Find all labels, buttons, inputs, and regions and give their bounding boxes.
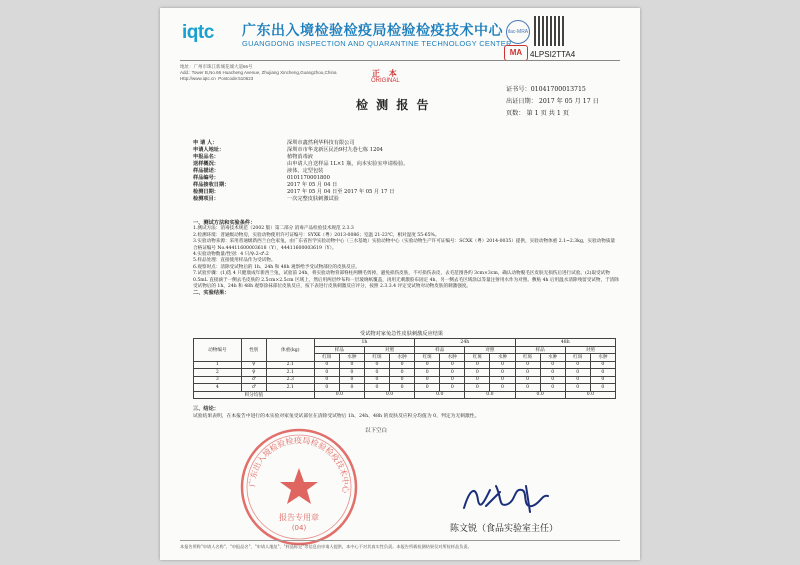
cell-score: 0 [415, 384, 440, 392]
ilac-mra-icon: ilac-MRA [506, 20, 530, 44]
col-edema: 水肿 [540, 354, 565, 362]
info-value: 植物消毒液 [287, 154, 313, 160]
applicant-info [193, 140, 408, 203]
col-erythema: 红斑 [465, 354, 490, 362]
cell-score: 0 [515, 376, 540, 384]
method-line: 5.样品处理：直接使用样品作为受试物。 [193, 258, 276, 264]
info-row [193, 182, 408, 189]
cell-score: 0 [515, 369, 540, 377]
cell-score: 0 [440, 384, 465, 392]
signer-name: 陈文锐（食品实验室主任） [450, 524, 559, 534]
cell-sex: ♀ [241, 361, 266, 369]
report-page [160, 8, 640, 560]
cell-weight: 2.1 [266, 384, 314, 392]
cell-avg: 0.0 [465, 391, 515, 399]
info-row [193, 196, 408, 203]
cell-score: 0 [565, 369, 590, 377]
cell-score: 0 [339, 376, 364, 384]
cell-score: 0 [339, 361, 364, 369]
original-stamp-cn: 正 本 [372, 69, 400, 78]
table-row [194, 376, 616, 384]
seal-ring-text: 广东出入境检验检疫局检验检疫技术中心 [247, 435, 351, 494]
cell-score: 0 [465, 361, 490, 369]
cert-number: 证书号：01041700013715 [506, 86, 586, 93]
method-heading: 一、测试方法和实验条件： [193, 220, 256, 226]
cell-weight: 2.3 [266, 376, 314, 384]
table-row [194, 361, 616, 369]
cell-score: 0 [565, 384, 590, 392]
postcode: Postcode:510623 [218, 76, 254, 81]
col-sample: 样品 [415, 346, 465, 354]
method-section [193, 220, 619, 297]
info-label: 申 请 人： [193, 140, 218, 146]
cma-code: 4LPSI2TTA4 [530, 50, 576, 59]
info-label: 样品编号： [193, 175, 219, 181]
address-cn: 地址：广州市珠江新城花城大道66号 [180, 64, 253, 69]
table-title: 受试物对家兔急性皮肤刺激反应结果 [360, 331, 444, 337]
result-heading: 二、实验结果： [193, 290, 230, 297]
cell-animal-id: 3 [194, 376, 242, 384]
address-block [180, 64, 336, 82]
info-row [193, 161, 408, 168]
seal-star-icon [280, 468, 318, 504]
cell-score: 0 [390, 384, 415, 392]
issue-date: 出证日期： 2017 年 05 月 17 日 [506, 98, 599, 105]
table-avg-row [194, 391, 616, 399]
footer-disclaimer: 本报告所称"申请人名称"、"申报品名"、"申请人地址"、"样品标记"等信息由申请人提供，本中心不对其真实性负责。本报告所载检测结果仅对所检样品负责。 [180, 544, 472, 549]
report-meta [506, 84, 599, 120]
info-row [193, 189, 408, 196]
col-control: 对照 [465, 346, 515, 354]
report-title: 检 测 报 告 [356, 98, 431, 112]
cell-score: 0 [415, 361, 440, 369]
info-value: 2017 年 05 月 04 日 [287, 182, 338, 188]
info-label: 样品描述： [193, 168, 219, 174]
cell-animal-id: 4 [194, 384, 242, 392]
address-en: Add.: Tower B,No.66 Huacheng Avenue, Zhujiang Xincheng,Guangzhou,China [180, 70, 337, 75]
conclusion-heading: 三、结论： [193, 406, 219, 412]
info-value: 深圳市鑫然利华科技有限公司 [287, 140, 355, 146]
cell-score: 0 [490, 376, 515, 384]
col-erythema: 红斑 [364, 354, 389, 362]
col-erythema: 红斑 [415, 354, 440, 362]
col-edema: 水肿 [590, 354, 615, 362]
method-line: 3.实验动物来源：采用普通级新西兰白色家兔，由广东省医学实验动物中心（三水基地）实验动物中心（实验动物生产许可证编号：SCXK（粤）2014-0035）提供，实验动物体重 2.1~2.3kg，实验动物质量合格证编号 No.44411600003618（Y），44411600003619（Y）。 [193, 239, 616, 251]
cell-score: 0 [390, 369, 415, 377]
org-name-cn: 广东出入境检验检疫局检验检疫技术中心 [242, 23, 503, 39]
cell-animal-id: 1 [194, 361, 242, 369]
col-weight: 体重(kg) [266, 339, 314, 362]
info-row [193, 154, 408, 161]
col-edema: 水肿 [390, 354, 415, 362]
cell-avg: 0.0 [515, 391, 565, 399]
seal-use-text: 报告专用章 [279, 513, 319, 522]
cma-mark-icon: MA [504, 45, 528, 61]
col-1h: 1h [314, 339, 414, 347]
cell-avg: 0.0 [314, 391, 364, 399]
org-name-en: GUANGDONG INSPECTION AND QUARANTINE TECHNOLOGY CENTER [242, 39, 512, 48]
table-row [194, 369, 616, 377]
info-label: 申报品名： [193, 154, 219, 160]
info-row [193, 175, 408, 182]
header-divider [180, 60, 620, 61]
col-edema: 水肿 [490, 354, 515, 362]
col-24h: 24h [415, 339, 515, 347]
cell-score: 0 [364, 384, 389, 392]
cell-avg: 0.0 [364, 391, 414, 399]
cell-score: 0 [390, 376, 415, 384]
cell-score: 0 [590, 361, 615, 369]
cell-score: 0 [415, 369, 440, 377]
conclusion-block [193, 406, 619, 420]
cell-score: 0 [440, 376, 465, 384]
col-erythema: 红斑 [314, 354, 339, 362]
cell-score: 0 [314, 361, 339, 369]
col-animal: 动物编号 [194, 339, 242, 362]
cell-avg: 0.0 [415, 391, 465, 399]
cell-score: 0 [490, 361, 515, 369]
cell-score: 0 [465, 384, 490, 392]
col-edema: 水肿 [440, 354, 465, 362]
cell-score: 0 [590, 384, 615, 392]
footer-divider [180, 540, 620, 541]
page-count: 页数： 第 1 页 共 1 页 [506, 110, 569, 117]
method-line: 1.测试方法：消毒技术规范（2002 版）第二部分 消毒产品检验技术规范 2.3.3 [193, 226, 354, 232]
info-row [193, 168, 408, 175]
cell-weight: 2.1 [266, 361, 314, 369]
blank-marker: 以下空白 [365, 428, 388, 434]
col-sample: 样品 [314, 346, 364, 354]
table-row [194, 384, 616, 392]
conclusion-text: 试验结果表明，在本报告中进行的本实验对家兔受试部位在清除受试物后 1h、24h、48h 的皮肤反应积分均值为 0，判定为无刺激性。 [193, 414, 480, 419]
info-value: 一次完整皮肤刺激试验 [287, 196, 339, 202]
col-edema: 水肿 [339, 354, 364, 362]
info-label: 样品接收日期： [193, 182, 230, 188]
cell-score: 0 [565, 361, 590, 369]
col-48h: 48h [515, 339, 615, 347]
method-line: 7.试验步骤：(1)选 4 只健康成年新西兰兔，试验前 24h，将实验动物背部脊柱两侧毛剪掉，避免损伤皮肤，不可损伤表皮，去毛范围各约 3cm×3cm，确认动物脱毛区皮肤无损伤后进行试验。(2)取受试物 0.5mL 直接滴于一侧去毛皮肤的 2.5cm×2.5cm 区域上，然后用两层纱布和一层玻璃纸覆盖，再用无刺激胶布固定 4h，另一侧去毛区域涂以等量注射用水作为对照。敷贴 4h 后用温水清除残留受试物，于清除受试物后的 1h、24h 和 48h 观察涂抹部位皮肤反应，按下表进行皮肤刺激反应评分，按照 2.3.3.4 评定受试物对动物皮肤的刺激强度。 [193, 271, 619, 290]
cell-score: 0 [390, 361, 415, 369]
cell-score: 0 [465, 369, 490, 377]
cell-score: 0 [364, 376, 389, 384]
cell-score: 0 [440, 369, 465, 377]
info-label: 送样概况： [193, 161, 219, 167]
info-label: 检测日期： [193, 189, 219, 195]
info-value: 由申请人自送样品 1L×1 瓶，向本实验室申请检验。 [287, 161, 409, 167]
seal-number: (04) [291, 524, 307, 532]
qr-code-icon [534, 16, 564, 46]
cell-score: 0 [465, 376, 490, 384]
official-seal-icon [238, 426, 360, 548]
cell-sex: ♂ [241, 376, 266, 384]
col-sex: 性别 [241, 339, 266, 362]
col-control: 对照 [364, 346, 414, 354]
info-value: 液体，定型包装 [287, 168, 324, 174]
cell-animal-id: 2 [194, 369, 242, 377]
cell-score: 0 [490, 384, 515, 392]
cell-score: 0 [314, 369, 339, 377]
original-stamp-en: ORIGINAL [371, 78, 400, 84]
results-table [193, 338, 616, 399]
method-line: 4.实验动物数量/性别：4 只/♀:2-♂:2 [193, 252, 269, 258]
iqtc-logo: iqtc [182, 22, 214, 43]
cell-score: 0 [515, 361, 540, 369]
col-erythema: 红斑 [515, 354, 540, 362]
cell-score: 0 [490, 369, 515, 377]
cell-score: 0 [590, 376, 615, 384]
col-control: 对照 [565, 346, 615, 354]
col-sample: 样品 [515, 346, 565, 354]
cell-avg-label: 积分均值 [194, 391, 315, 399]
cell-score: 0 [339, 384, 364, 392]
method-line: 2.检测环境：普通级动物房，实验动物使用许可证编号：SYXK（粤）2013-0086；室温 21-23℃，相对湿度 55-65%。 [193, 232, 440, 238]
cell-score: 0 [540, 376, 565, 384]
cell-score: 0 [415, 376, 440, 384]
cell-score: 0 [540, 369, 565, 377]
cell-score: 0 [515, 384, 540, 392]
cell-score: 0 [540, 361, 565, 369]
cell-score: 0 [314, 384, 339, 392]
info-label: 检测项目： [193, 196, 219, 202]
website: Http://www.iqtc.cn [180, 76, 216, 81]
cell-score: 0 [440, 361, 465, 369]
info-row [193, 147, 408, 154]
cell-score: 0 [339, 369, 364, 377]
cell-score: 0 [565, 376, 590, 384]
cell-score: 0 [590, 369, 615, 377]
cell-score: 0 [540, 384, 565, 392]
info-label: 申请人地址： [193, 147, 225, 153]
info-value: 深圳市市华龙新区民治9村九巷七栋 1204 [287, 147, 383, 153]
info-row [193, 140, 408, 147]
signature-icon [456, 478, 566, 518]
cell-score: 0 [314, 376, 339, 384]
info-value: 2017 年 05 月 04 日至 2017 年 05 月 17 日 [287, 189, 395, 195]
cell-score: 0 [364, 369, 389, 377]
col-erythema: 红斑 [565, 354, 590, 362]
info-value: 0101170001800 [287, 175, 330, 181]
cell-score: 0 [364, 361, 389, 369]
cell-sex: ♂ [241, 384, 266, 392]
cell-avg: 0.0 [565, 391, 615, 399]
method-line: 6.观察时点：清除受试物后的 1h、24h 和 48h 观察给予受试物部位的皮肤反应。 [193, 264, 360, 270]
cell-sex: ♀ [241, 369, 266, 377]
cell-weight: 2.1 [266, 369, 314, 377]
